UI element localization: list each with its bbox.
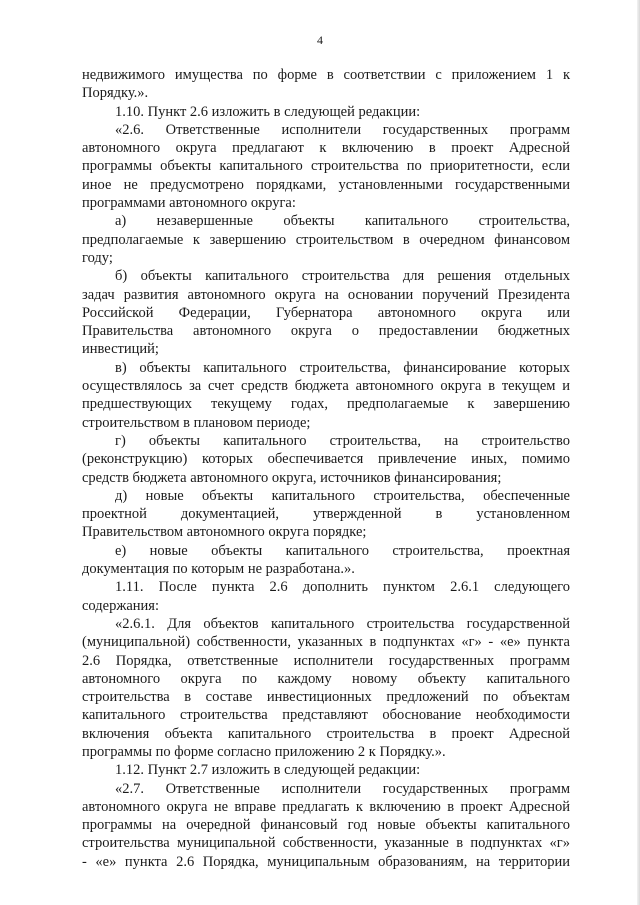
- text-line: е) новые объекты капитального строительства, проектная: [115, 542, 570, 559]
- document-body: [82, 66, 570, 871]
- text-line: средств бюджета автономного округа, источников финансирования;: [82, 469, 502, 486]
- text-line: а) незавершенные объекты капитального строительства,: [115, 213, 570, 230]
- text-line: предшествующих текущему годах, предполагаемые к завершению: [82, 396, 570, 413]
- text-line: 1.11. После пункта 2.6 дополнить пунктом 2.6.1 следующего: [115, 579, 570, 596]
- text-line: д) новые объекты капитального строительства, обеспеченные: [115, 487, 570, 504]
- text-line: 1.10. Пункт 2.6 изложить в следующей редакции:: [115, 103, 421, 120]
- text-line: осуществлялось за счет средств бюджета автономного округа в текущем и: [82, 378, 570, 395]
- page-number: 4: [317, 33, 323, 47]
- text-line: программами автономного округа:: [82, 195, 296, 212]
- text-line: программы по форме согласно приложению 2 к Порядку.».: [82, 743, 446, 760]
- text-line: - «е» пункта 2.6 Порядка, муниципальным образованиям, на территории: [82, 853, 570, 870]
- text-line: Правительства автономного округа о предоставлении бюджетных: [82, 323, 570, 340]
- text-line: строительством в плановом периоде;: [82, 414, 311, 431]
- text-line: автономного округа предлагают к включению в проект Адресной: [82, 140, 570, 157]
- text-line: Правительством автономного округа порядке;: [82, 524, 367, 541]
- text-line: году;: [82, 249, 113, 266]
- text-line: 1.12. Пункт 2.7 изложить в следующей редакции:: [115, 762, 421, 779]
- text-line: автономного округа не вправе предлагать к включению в проект Адресной: [82, 798, 570, 815]
- text-line: включения объекта капитального строительства в проект Адресной: [82, 725, 570, 742]
- text-line: документация по которым не разработана.».: [82, 561, 355, 578]
- text-line: строительства в составе инвестиционных предложений по объектам: [82, 689, 570, 706]
- text-line: «2.7. Ответственные исполнители государственных программ: [115, 780, 570, 797]
- text-line: б) объекты капитального строительства для решения отдельных: [115, 268, 570, 285]
- text-line: инвестиций;: [82, 341, 159, 358]
- text-line: Российской Федерации, Губернатора автономного округа или: [82, 304, 570, 321]
- text-line: автономного округа по каждому новому объекту капитального: [82, 670, 570, 687]
- text-line: проектной документацией, утвержденной в установленном: [82, 506, 570, 523]
- text-line: «2.6. Ответственные исполнители государственных программ: [115, 121, 570, 138]
- text-line: (муниципальной) собственности, указанных в подпунктах «г» - «е» пункта: [82, 634, 570, 651]
- text-line: 2.6 Порядка, ответственные исполнители государственных программ: [82, 652, 570, 669]
- text-line: (реконструкцию) которых обеспечивается привлечение иных, помимо: [82, 451, 570, 468]
- text-line: недвижимого имущества по форме в соответствии с приложением 1 к: [82, 67, 570, 83]
- text-line: содержания:: [82, 597, 160, 614]
- text-line: иное не предусмотрено порядками, установленными государственными: [82, 176, 570, 193]
- text-line: программы на очередной финансовый год новые объекты капитального: [82, 817, 570, 834]
- text-line: капитального строительства представляют обоснование необходимости: [82, 707, 570, 724]
- text-line: задач развития автономного округа на основании поручений Президента: [82, 286, 570, 303]
- text-line: программы объекты капитального строительства по приоритетности, если: [82, 158, 570, 175]
- text-line: г) объекты капитального строительства, на строительство: [115, 432, 570, 449]
- text-line: строительства муниципальной собственности, указанные в подпунктах «г»: [82, 835, 570, 852]
- text-line: в) объекты капитального строительства, финансирование которых: [115, 359, 570, 376]
- text-line: предполагаемые к завершению строительством в очередном финансовом: [82, 231, 570, 248]
- text-line: «2.6.1. Для объектов капитального строительства государственной: [115, 615, 570, 632]
- text-line: Порядку.».: [82, 85, 149, 102]
